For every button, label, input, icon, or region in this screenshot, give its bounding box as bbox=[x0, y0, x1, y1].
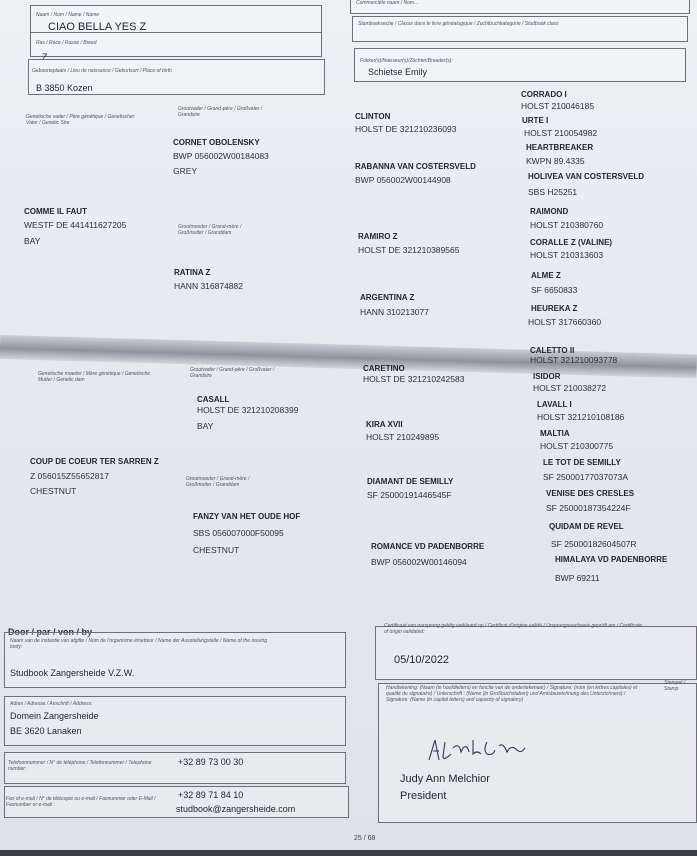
dam-g3-8-reg: BWP 69211 bbox=[555, 573, 600, 583]
dam-g3-6-reg: SF 25000187354224F bbox=[546, 503, 631, 513]
sire-g3-8-name: HEUREKA Z bbox=[531, 304, 578, 313]
sire-grandsire-label: Grootvader / Grand-père / Großvater / Grandsire bbox=[178, 106, 263, 118]
sire-g3-5-name: RAIMOND bbox=[530, 207, 569, 216]
dam-label: Genetische moeder / Mère génétique / Genetische Mutter / Genetic dam bbox=[38, 371, 151, 383]
dam-g3-3-name: LAVALL I bbox=[537, 400, 572, 409]
dam-g3-8-name: HIMALAYA VD PADENBORRE bbox=[555, 555, 668, 564]
dam-reg: Z 056015Z55652817 bbox=[30, 471, 109, 481]
signer-title: President bbox=[400, 790, 447, 802]
sire-g2-1-reg: HOLST DE 321210236093 bbox=[355, 124, 457, 134]
breed-label: Ras / Race / Rasse / Breed bbox=[36, 40, 97, 46]
sire-g3-5-reg: HOLST 210380760 bbox=[530, 220, 604, 230]
dam-g3-7-name: QUIDAM DE REVEL bbox=[549, 522, 624, 531]
sire-g2-3-reg: HOLST DE 321210389565 bbox=[358, 245, 460, 255]
sire-g3-1-reg: HOLST 210046185 bbox=[521, 101, 595, 111]
sire-g3-8-reg: HOLST 317660360 bbox=[528, 317, 602, 327]
issuer-phone-label: Telefoonnummer / N° de téléphone / Telefonnummer / Telephone number: bbox=[8, 760, 152, 772]
dam-granddam-label: Grootmoeder / Grand-mère / Großmutter / Granddam bbox=[186, 476, 250, 488]
dam-grandsire-reg: HOLST DE 321210208399 bbox=[197, 405, 299, 415]
handwritten-signature-icon bbox=[425, 734, 530, 764]
sire-granddam-reg: HANN 316874882 bbox=[174, 281, 243, 291]
issuer-address-label: Adres / Adresse / Anschrift / Address: bbox=[10, 701, 93, 707]
sire-grandsire-name: CORNET OBOLENSKY bbox=[173, 138, 260, 147]
sire-g3-6-reg: HOLST 210313603 bbox=[530, 250, 604, 260]
sire-color: BAY bbox=[24, 236, 41, 246]
dam-color: CHESTNUT bbox=[30, 486, 77, 496]
dam-granddam-color: CHESTNUT bbox=[193, 545, 240, 555]
dam-g3-4-name: MALTIA bbox=[540, 429, 570, 438]
dam-name: COUP DE COEUR TER SARREN Z bbox=[30, 457, 159, 466]
dam-g3-6-name: VENISE DES CRESLES bbox=[546, 489, 635, 498]
dam-g3-4-reg: HOLST 210300775 bbox=[540, 441, 614, 451]
sire-g3-2-name: URTE I bbox=[522, 116, 549, 125]
sire-grandsire-reg: BWP 056002W00184083 bbox=[173, 151, 269, 161]
issuer-fax-value: +32 89 71 84 10 bbox=[178, 790, 244, 800]
studbook-class-box bbox=[352, 16, 688, 42]
sire-name: COMME IL FAUT bbox=[24, 207, 87, 216]
dam-g2-4-name: ROMANCE VD PADENBORRE bbox=[371, 542, 485, 551]
dam-g3-7-reg: SF 25000182604507R bbox=[551, 539, 637, 549]
issuer-fax-label: Fax of e-mail / N° de télécopie ou e-mail / Faxnummer oder E-Mail / Faxnumber or e-mail : bbox=[6, 796, 156, 808]
dam-g2-3-name: DIAMANT DE SEMILLY bbox=[367, 477, 454, 486]
dam-g3-3-reg: HOLST 321210108186 bbox=[537, 412, 625, 422]
dam-g2-1-reg: HOLST DE 321210242583 bbox=[363, 374, 465, 384]
dam-g2-1-name: CARETINO bbox=[363, 364, 405, 373]
dam-grandsire-color: BAY bbox=[197, 421, 214, 431]
sire-g3-2-reg: HOLST 210054982 bbox=[524, 128, 598, 138]
signature-label: Handtekening: (Naam (in hoofdletters) en functie van de ondertekenaar) / Signature: (nom (en lettres capitales) et qualité du signataire) / Unterschrift : (Name (in Großbuchstaben) und Amtsbezeichnung des Unterzichners) / Signature: (Name (in capital letters) and capacity of signatory) bbox=[386, 685, 638, 703]
dam-granddam-name: FANZY VAN HET OUDE HOF bbox=[193, 512, 301, 521]
dam-grandsire-label: Grootvader / Grand-père / Großvater / Grandsire bbox=[190, 367, 275, 379]
birthplace-value: B 3850 Kozen bbox=[36, 83, 93, 93]
horse-name-label: Naam / Nom / Name / Name bbox=[36, 12, 100, 18]
issuer-address-line2: BE 3620 Lanaken bbox=[10, 726, 82, 736]
dam-grandsire-name: CASALL bbox=[197, 395, 230, 404]
dam-g3-5-reg: SF 25000177037073A bbox=[543, 472, 629, 482]
dam-g2-2-name: KIRA XVII bbox=[366, 420, 403, 429]
certificate-date-label: Certificaat van oorsprong geldig verklaard op / Certificat d'origine validé / Ursprungsnachweis geprüft am / Certificate of origin validated: bbox=[384, 623, 643, 635]
dam-granddam-reg: SBS 056007000F50095 bbox=[193, 528, 284, 538]
signer-name: Judy Ann Melchior bbox=[400, 773, 490, 785]
sire-g3-4-name: HOLIVEA VAN COSTERSVELD bbox=[528, 172, 645, 181]
issuer-address-line1: Domein Zangersheide bbox=[10, 711, 99, 721]
stamp-label: Stempel / Stamp bbox=[664, 680, 686, 692]
issuer-email-value: studbook@zangersheide.com bbox=[176, 804, 296, 814]
breeder-value: Schietse Emily bbox=[368, 67, 428, 77]
bottom-edge bbox=[0, 850, 697, 856]
sire-g3-4-reg: SBS H25251 bbox=[528, 187, 578, 197]
horse-name-value: CIAO BELLA YES Z bbox=[48, 21, 147, 33]
dam-g3-2-reg: HOLST 210038272 bbox=[533, 383, 607, 393]
issuer-heading: Door / par / von / by bbox=[8, 627, 93, 637]
dam-g3-1-reg: HOLST 321210093778 bbox=[530, 355, 618, 365]
sire-label: Genetische vader / Père génétique / Genetischer Vater / Genetic Sire bbox=[26, 114, 135, 126]
issuer-phone-value: +32 89 73 00 30 bbox=[178, 757, 244, 767]
sire-g3-3-name: HEARTBREAKER bbox=[526, 143, 594, 152]
sire-g2-1-name: CLINTON bbox=[355, 112, 391, 121]
sire-granddam-name: RATINA Z bbox=[174, 268, 211, 277]
dam-g3-5-name: LE TOT DE SEMILLY bbox=[543, 458, 621, 467]
dam-g3-2-name: ISIDOR bbox=[533, 372, 561, 381]
sire-g2-4-reg: HANN 310213077 bbox=[360, 307, 429, 317]
certificate-date-value: 05/10/2022 bbox=[394, 654, 450, 666]
sire-g2-2-reg: BWP 056002W00144908 bbox=[355, 175, 451, 185]
dam-g2-3-reg: SF 25000191446545F bbox=[367, 490, 452, 500]
sire-grandsire-color: GREY bbox=[173, 166, 198, 176]
issuer-org-label: Naam van de instantie van afgifte / Nom de l'organisme émetteur / Name der Ausstellungstelle / Name of the issuing body: bbox=[10, 638, 268, 650]
sire-g3-1-name: CORRADO I bbox=[521, 90, 567, 99]
page-number: 25 / 68 bbox=[354, 835, 376, 842]
issuer-org-value: Studbook Zangersheide V.Z.W. bbox=[10, 668, 135, 678]
breeder-label: Fokker(s)/Naisseur(s)/Züchter/Breeder(s): bbox=[360, 58, 453, 64]
sire-g3-7-name: ALME Z bbox=[531, 271, 561, 280]
sire-reg: WESTF DE 441411627205 bbox=[24, 220, 127, 230]
dam-g2-2-reg: HOLST 210249895 bbox=[366, 432, 440, 442]
dam-g2-4-reg: BWP 056002W00146094 bbox=[371, 557, 467, 567]
sire-granddam-label: Grootmoeder / Grand-mère / Großmutter / Granddam bbox=[178, 224, 242, 236]
studbook-class-label: Stamboeksectie / Classe dans le livre généalogique / Zuchtbuchkategorie / Studbook class bbox=[358, 21, 559, 27]
sire-g2-2-name: RABANNA VAN COSTERSVELD bbox=[355, 162, 476, 171]
sire-g2-4-name: ARGENTINA Z bbox=[360, 293, 415, 302]
sire-g3-3-reg: KWPN 89.4335 bbox=[526, 156, 585, 166]
commercial-name-label: Commerciële naam / Nom... bbox=[356, 0, 419, 6]
birthplace-label: Geboorteplaats / Lieu de naissance / Geburtsort / Place of birth bbox=[32, 68, 172, 74]
breed-value: Z bbox=[42, 52, 48, 62]
sire-g3-6-name: CORALLE Z (VALINE) bbox=[530, 238, 613, 247]
dam-g3-1-name: CALETTO II bbox=[530, 346, 575, 355]
sire-g3-7-reg: SF 6650833 bbox=[531, 285, 578, 295]
sire-g2-3-name: RAMIRO Z bbox=[358, 232, 398, 241]
